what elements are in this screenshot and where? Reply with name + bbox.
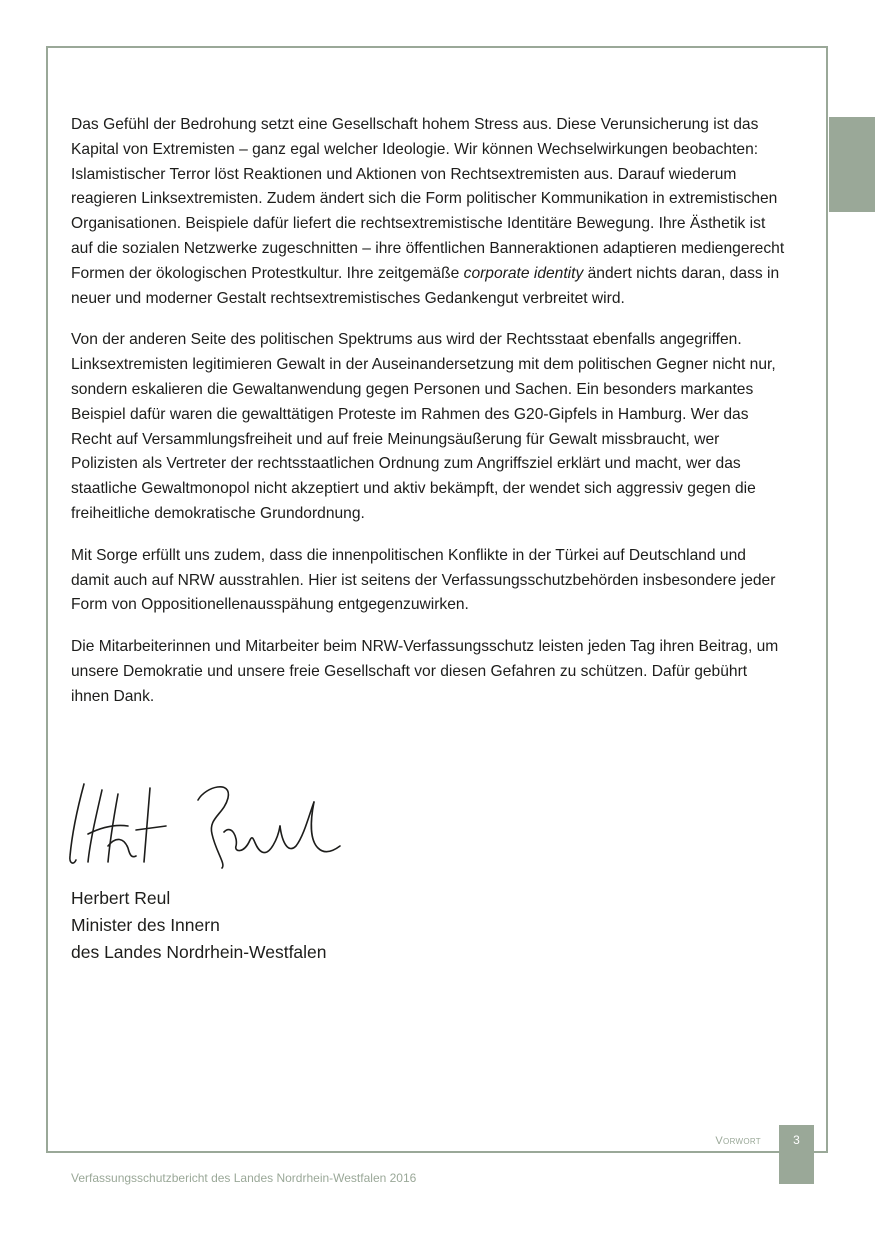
footer-text: Verfassungsschutzbericht des Landes Nordrhein-Westfalen 2016 [71, 1171, 417, 1185]
side-tab [829, 117, 875, 212]
main-text [71, 113, 785, 727]
page-number: 3 [779, 1125, 814, 1184]
paragraph-3: Mit Sorge erfüllt uns zudem, dass die innenpolitischen Konflikte in der Türkei auf Deutschland und damit auch auf NRW ausstrahlen. Hier ist seitens der Verfassungsschutzbehörden insbesondere jeder Form von Oppositionellenausspähung entgegenzuwirken. [71, 546, 776, 614]
paragraph-1: Das Gefühl der Bedrohung setzt eine Gesellschaft hohem Stress aus. Diese Verunsicherung ist das Kapital von Extremisten – ganz egal welcher Ideologie. Wir können Wechselwirkungen beobachten: Islamistischer Terror löst Reaktionen und Aktionen von Rechtsextremisten aus. Darauf wiederum reagieren Linksextremisten. Zudem ändert sich die Form politischer Kommunikation in extremistischen Organisationen. Beispiele dafür liefert die rechtsextremistische Identitäre Bewegung. Ihre Ästhetik ist auf die sozialen Netzwerke zugeschnitten – ihre öffentlichen Banneraktionen adaptieren mediengerecht Formen der ökologischen Protestkultur. Ihre zeitgemäße corporate identity ändert nichts daran, dass in neuer und moderner Gestalt rechtsextremistisches Gedankengut verbreitet wird. [71, 116, 785, 307]
handwritten-signature [66, 776, 366, 871]
section-label: Vorwort [715, 1135, 761, 1147]
signer-title: Minister des Innern [71, 915, 220, 935]
signer-name: Herbert Reul [71, 888, 171, 908]
signer-block [71, 885, 327, 966]
signer-state: des Landes Nordrhein-Westfalen [71, 942, 327, 962]
paragraph-4: Die Mitarbeiterinnen und Mitarbeiter beim NRW-Verfassungsschutz leisten jeden Tag ihren Beitrag, um unsere Demokratie und unsere freie Gesellschaft vor diesen Gefahren zu schützen. Dafür gebührt ihnen Dank. [71, 638, 779, 705]
paragraph-2: Von der anderen Seite des politischen Spektrums aus wird der Rechtsstaat ebenfalls angegriffen. Linksextremisten legitimieren Gewalt in der Auseinandersetzung mit dem politischen Gegner nicht nur, sondern eskalieren die Gewaltanwendung gegen Personen und Sachen. Ein besonders markantes Beispiel dafür waren die gewalttätigen Proteste im Rahmen des G20-Gipfels in Hamburg. Wer das Recht auf Versammlungsfreiheit und auf freie Meinungsäußerung für Gewalt missbraucht, wer Polizisten als Vertreter der rechtsstaatlichen Ordnung zum Angriffsziel erklärt und macht, wer das staatliche Gewaltmonopol nicht akzeptiert und aktiv bekämpft, der wendet sich aggressiv gegen die freiheitliche demokratische Grundordnung. [71, 331, 776, 522]
